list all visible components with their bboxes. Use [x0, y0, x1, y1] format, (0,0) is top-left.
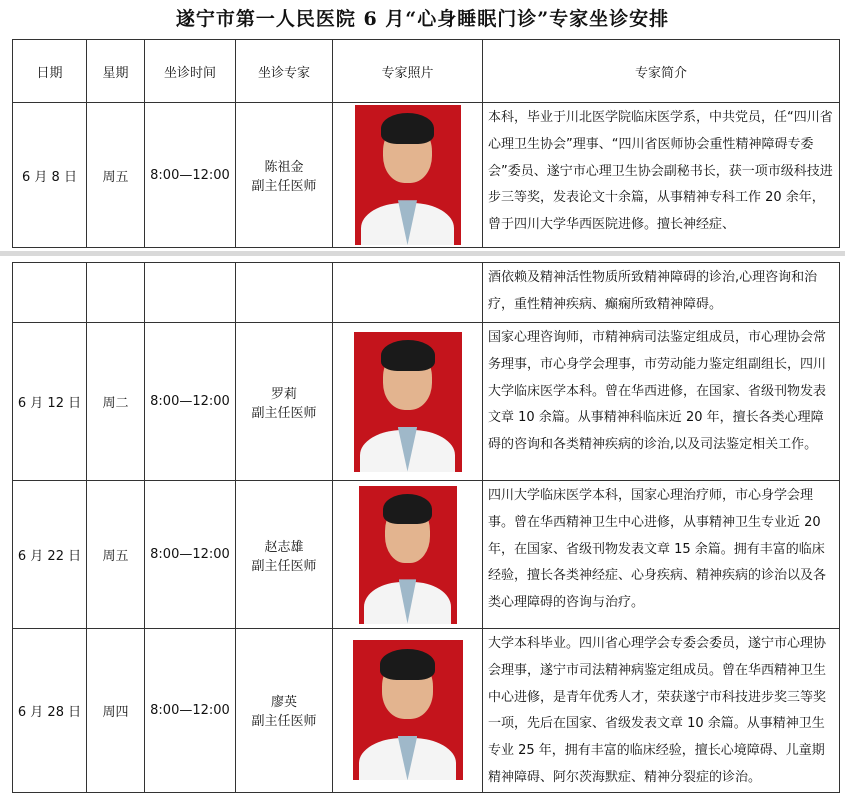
row-intro: 四川大学临床医学本科，国家心理治疗师，市心身学会理事。曾在华西精神卫生中心进修，从事精神卫生专业近 20 年，在国家、省级刊物发表文章 15 余篇。拥有丰富的临床经验，擅长各类神经症、心身疾病、精神疾病的诊治以及各类心理障碍的咨询与治疗。	[483, 481, 840, 629]
table-row	[13, 323, 840, 481]
row-weekday: 周五	[87, 481, 145, 629]
doctor-photo	[354, 332, 462, 472]
header-expert: 坐诊专家	[236, 40, 333, 103]
row-weekday: 周二	[87, 323, 145, 481]
expert-rank: 副主任医师	[251, 558, 317, 574]
expert-rank: 副主任医师	[251, 714, 317, 730]
row-intro: 国家心理咨询师，市精神病司法鉴定组成员，市心理协会常务理事，市心身学会理事，市劳动能力鉴定组副组长，四川大学临床医学本科。曾在华西进修，在国家、省级刊物发表文章 10 余篇。从事精神科临床近 20 年，擅长各类心理障碍的咨询和各类精神疾病的诊治,以及司法鉴定相关工作。	[483, 323, 840, 481]
row-expert	[236, 481, 333, 629]
table-header-row	[13, 40, 840, 103]
table-row	[13, 629, 840, 793]
table-row	[13, 103, 840, 248]
schedule-table-page1	[12, 39, 840, 248]
header-date: 日期	[13, 40, 87, 103]
expert-name: 罗莉	[270, 386, 297, 402]
row-expert	[236, 629, 333, 793]
doctor-photo	[359, 486, 457, 624]
row-date: 6 月 8 日	[13, 103, 87, 248]
row-date: 6 月 12 日	[13, 323, 87, 481]
expert-name: 陈祖金	[264, 160, 304, 175]
row-time: 8:00—12:00	[145, 481, 236, 629]
page-title: 遂宁市第一人民医院 6 月“心身睡眠门诊”专家坐诊安排	[175, 8, 670, 30]
doctor-photo	[355, 105, 461, 245]
row-photo	[333, 629, 483, 793]
header-intro: 专家简介	[483, 40, 840, 103]
table-row	[13, 481, 840, 629]
row-expert	[236, 323, 333, 481]
row-time: 8:00—12:00	[145, 629, 236, 793]
expert-name: 廖英	[270, 695, 297, 711]
row-time: 8:00—12:00	[145, 103, 236, 248]
row-photo	[333, 323, 483, 481]
row-date: 6 月 28 日	[13, 629, 87, 793]
row-expert	[236, 103, 333, 248]
row-intro: 本科，毕业于川北医学院临床医学系，中共党员，任“四川省心理卫生协会”理事、“四川省医师协会重性精神障碍专委会”委员、遂宁市心理卫生协会副秘书长，获一项市级科技进步三等奖，发表论文十余篇，从事精神专科工作 20 余年，曾于四川大学华西医院进修。擅长神经症、	[483, 103, 840, 248]
row-date: 6 月 22 日	[13, 481, 87, 629]
row-intro: 大学本科毕业。四川省心理学会专委会委员，遂宁市心理协会理事，遂宁市司法精神病鉴定组成员。曾在华西精神卫生中心进修，是青年优秀人才，荣获遂宁市科技进步奖三等奖一项，先后在国家、省级发表文章 10 余篇。从事精神卫生专业 25 年，拥有丰富的临床经验，擅长心境障碍、儿童期精神障碍、阿尔茨海默症、精神分裂症的诊治。	[483, 629, 840, 793]
header-weekday: 星期	[87, 40, 145, 103]
schedule-table-page2	[12, 262, 840, 793]
header-time: 坐诊时间	[145, 40, 236, 103]
row-photo	[333, 481, 483, 629]
table-row	[13, 263, 840, 323]
page-separator	[0, 251, 845, 256]
expert-name: 赵志雄	[264, 539, 304, 555]
row-time: 8:00—12:00	[145, 323, 236, 481]
row-weekday: 周五	[87, 103, 145, 248]
doctor-photo	[353, 640, 463, 780]
row-intro-continued: 酒依赖及精神活性物质所致精神障碍的诊治,心理咨询和治疗，重性精神疾病、癫痫所致精神障碍。	[483, 263, 840, 323]
expert-rank: 副主任医师	[251, 179, 317, 194]
expert-rank: 副主任医师	[251, 405, 317, 421]
header-photo: 专家照片	[333, 40, 483, 103]
row-weekday: 周四	[87, 629, 145, 793]
row-photo	[333, 103, 483, 248]
